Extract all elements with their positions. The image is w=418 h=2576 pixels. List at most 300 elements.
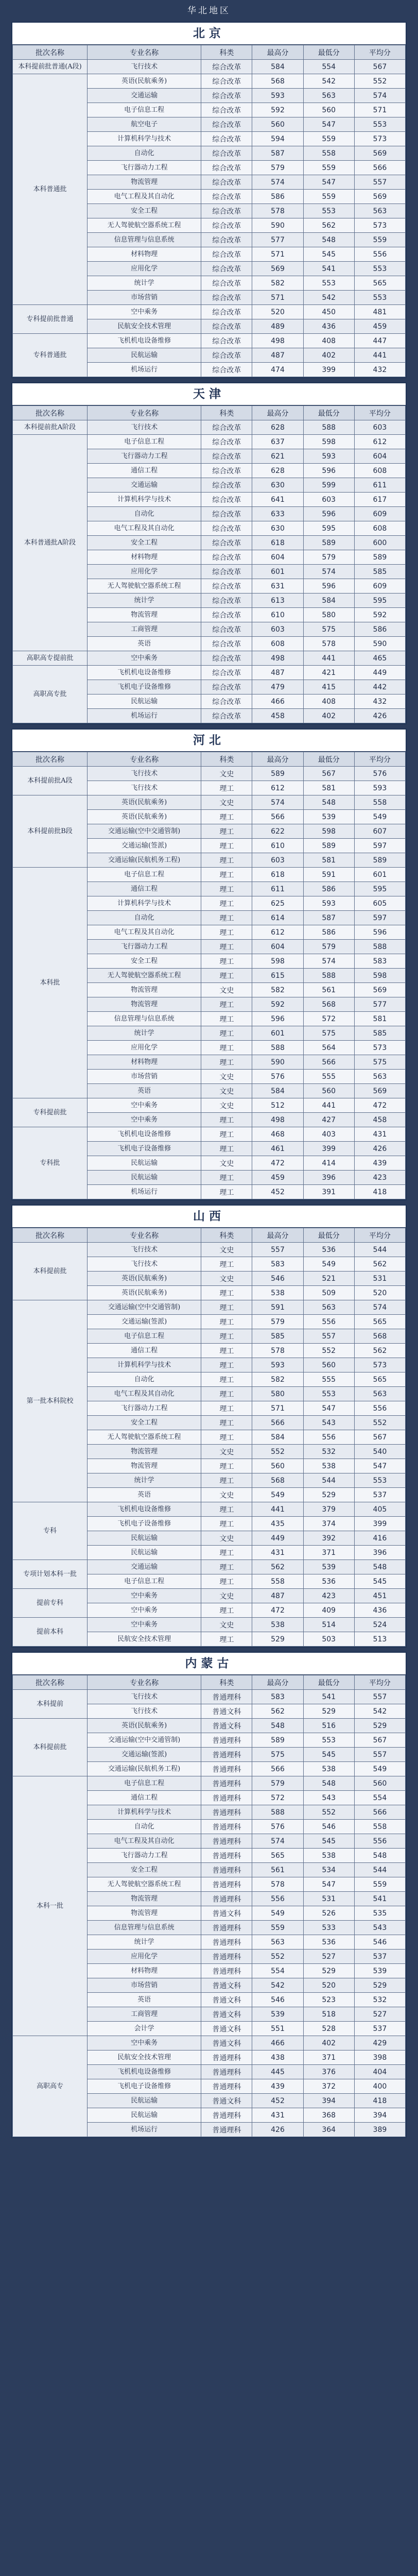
min-score-cell: 533 bbox=[303, 1921, 354, 1935]
avg-score-cell: 565 bbox=[354, 1315, 405, 1329]
min-score-cell: 371 bbox=[303, 2050, 354, 2065]
avg-score-cell: 567 bbox=[354, 60, 405, 74]
avg-score-cell: 432 bbox=[354, 694, 405, 709]
table-row bbox=[13, 1589, 406, 1603]
max-score-cell: 474 bbox=[252, 363, 303, 377]
major-cell: 英语(民航乘务) bbox=[87, 1286, 201, 1300]
avg-score-cell: 532 bbox=[354, 1993, 405, 2007]
avg-score-cell: 544 bbox=[354, 1243, 405, 1257]
batch-cell: 本科普通批A阶段 bbox=[13, 435, 88, 651]
column-header: 平均分 bbox=[354, 1228, 405, 1243]
min-score-cell: 408 bbox=[303, 694, 354, 709]
major-cell: 安全工程 bbox=[87, 954, 201, 969]
score-table bbox=[12, 752, 406, 1199]
subject-cell: 文史 bbox=[201, 1589, 252, 1603]
subject-cell: 理工 bbox=[201, 1387, 252, 1401]
major-cell: 民航运输 bbox=[87, 1531, 201, 1546]
avg-score-cell: 569 bbox=[354, 190, 405, 204]
max-score-cell: 572 bbox=[252, 1791, 303, 1805]
subject-cell: 综合改革 bbox=[201, 637, 252, 651]
major-cell: 英语 bbox=[87, 637, 201, 651]
major-cell: 飞机电子设备维修 bbox=[87, 1517, 201, 1531]
major-cell: 交通运输(签派) bbox=[87, 839, 201, 853]
max-score-cell: 576 bbox=[252, 1820, 303, 1834]
major-cell: 机场运行 bbox=[87, 363, 201, 377]
avg-score-cell: 603 bbox=[354, 420, 405, 435]
subject-cell: 理工 bbox=[201, 1315, 252, 1329]
min-score-cell: 559 bbox=[303, 132, 354, 146]
min-score-cell: 509 bbox=[303, 1286, 354, 1300]
major-cell: 电气工程及其自动化 bbox=[87, 1387, 201, 1401]
major-cell: 民航运输 bbox=[87, 694, 201, 709]
column-header: 最高分 bbox=[252, 406, 303, 420]
avg-score-cell: 553 bbox=[354, 262, 405, 276]
major-cell: 民航运输 bbox=[87, 2108, 201, 2123]
major-cell: 飞行技术 bbox=[87, 1257, 201, 1272]
major-cell: 英语(民航乘务) bbox=[87, 74, 201, 89]
avg-score-cell: 585 bbox=[354, 1026, 405, 1041]
avg-score-cell: 589 bbox=[354, 550, 405, 565]
major-cell: 民航安全技术管理 bbox=[87, 319, 201, 334]
subject-cell: 综合改革 bbox=[201, 420, 252, 435]
max-score-cell: 569 bbox=[252, 262, 303, 276]
avg-score-cell: 573 bbox=[354, 132, 405, 146]
table-row bbox=[13, 1098, 406, 1113]
subject-cell: 普通理科 bbox=[201, 1863, 252, 1877]
major-cell: 物流管理 bbox=[87, 997, 201, 1012]
subject-cell: 文史 bbox=[201, 1243, 252, 1257]
min-score-cell: 596 bbox=[303, 464, 354, 478]
avg-score-cell: 399 bbox=[354, 1517, 405, 1531]
table-header-row bbox=[13, 1675, 406, 1690]
avg-score-cell: 604 bbox=[354, 449, 405, 464]
max-score-cell: 498 bbox=[252, 1113, 303, 1127]
avg-score-cell: 608 bbox=[354, 521, 405, 536]
max-score-cell: 583 bbox=[252, 1257, 303, 1272]
subject-cell: 综合改革 bbox=[201, 132, 252, 146]
max-score-cell: 628 bbox=[252, 464, 303, 478]
max-score-cell: 561 bbox=[252, 1863, 303, 1877]
major-cell: 统计学 bbox=[87, 276, 201, 291]
column-header: 专业名称 bbox=[87, 752, 201, 767]
subject-cell: 综合改革 bbox=[201, 680, 252, 694]
subject-cell: 理工 bbox=[201, 1560, 252, 1574]
max-score-cell: 472 bbox=[252, 1156, 303, 1171]
max-score-cell: 590 bbox=[252, 1055, 303, 1070]
province-title: 天津 bbox=[12, 383, 406, 405]
major-cell: 飞机机电设备维修 bbox=[87, 1502, 201, 1517]
avg-score-cell: 405 bbox=[354, 1502, 405, 1517]
min-score-cell: 546 bbox=[303, 1820, 354, 1834]
major-cell: 飞机电子设备维修 bbox=[87, 2079, 201, 2094]
batch-cell: 本科提前批 bbox=[13, 1243, 88, 1300]
major-cell: 市场营销 bbox=[87, 1070, 201, 1084]
max-score-cell: 592 bbox=[252, 103, 303, 117]
max-score-cell: 610 bbox=[252, 839, 303, 853]
major-cell: 物流管理 bbox=[87, 1892, 201, 1906]
subject-cell: 普通理科 bbox=[201, 1892, 252, 1906]
min-score-cell: 421 bbox=[303, 666, 354, 680]
max-score-cell: 431 bbox=[252, 2108, 303, 2123]
column-header: 最低分 bbox=[303, 752, 354, 767]
column-header: 最低分 bbox=[303, 45, 354, 60]
column-header: 科类 bbox=[201, 752, 252, 767]
batch-cell: 本科普通批 bbox=[13, 74, 88, 305]
major-cell: 空中乘务 bbox=[87, 2036, 201, 2050]
avg-score-cell: 556 bbox=[354, 1834, 405, 1849]
avg-score-cell: 585 bbox=[354, 565, 405, 579]
table-row bbox=[13, 651, 406, 666]
major-cell: 安全工程 bbox=[87, 1416, 201, 1430]
subject-cell: 普通文科 bbox=[201, 1704, 252, 1719]
min-score-cell: 553 bbox=[303, 1733, 354, 1748]
subject-cell: 综合改革 bbox=[201, 666, 252, 680]
subject-cell: 理工 bbox=[201, 925, 252, 940]
max-score-cell: 554 bbox=[252, 1964, 303, 1978]
table-row bbox=[13, 2036, 406, 2050]
max-score-cell: 487 bbox=[252, 666, 303, 680]
min-score-cell: 547 bbox=[303, 1401, 354, 1416]
column-header: 平均分 bbox=[354, 1675, 405, 1690]
min-score-cell: 567 bbox=[303, 767, 354, 781]
max-score-cell: 608 bbox=[252, 637, 303, 651]
subject-cell: 普通理科 bbox=[201, 2050, 252, 2065]
min-score-cell: 563 bbox=[303, 1300, 354, 1315]
avg-score-cell: 600 bbox=[354, 536, 405, 550]
major-cell: 工商管理 bbox=[87, 2007, 201, 2022]
max-score-cell: 579 bbox=[252, 1315, 303, 1329]
subject-cell: 普通理科 bbox=[201, 1849, 252, 1863]
avg-score-cell: 609 bbox=[354, 579, 405, 594]
table-row bbox=[13, 1127, 406, 1142]
major-cell: 民航安全技术管理 bbox=[87, 1632, 201, 1647]
subject-cell: 综合改革 bbox=[201, 60, 252, 74]
avg-score-cell: 554 bbox=[354, 1791, 405, 1805]
avg-score-cell: 563 bbox=[354, 204, 405, 218]
max-score-cell: 438 bbox=[252, 2050, 303, 2065]
max-score-cell: 441 bbox=[252, 1502, 303, 1517]
max-score-cell: 566 bbox=[252, 1416, 303, 1430]
max-score-cell: 571 bbox=[252, 1401, 303, 1416]
table-row bbox=[13, 1560, 406, 1574]
subject-cell: 普通理科 bbox=[201, 1950, 252, 1964]
max-score-cell: 459 bbox=[252, 1171, 303, 1185]
subject-cell: 综合改革 bbox=[201, 464, 252, 478]
min-score-cell: 547 bbox=[303, 117, 354, 132]
subject-cell: 理工 bbox=[201, 1574, 252, 1589]
subject-cell: 理工 bbox=[201, 1459, 252, 1473]
table-row bbox=[13, 1719, 406, 1733]
avg-score-cell: 552 bbox=[354, 74, 405, 89]
avg-score-cell: 611 bbox=[354, 478, 405, 493]
major-cell: 通信工程 bbox=[87, 1344, 201, 1358]
major-cell: 交通运输(空中交通管制) bbox=[87, 824, 201, 839]
min-score-cell: 520 bbox=[303, 1978, 354, 1993]
major-cell: 应用化学 bbox=[87, 1950, 201, 1964]
subject-cell: 理工 bbox=[201, 1055, 252, 1070]
subject-cell: 理工 bbox=[201, 853, 252, 868]
min-score-cell: 556 bbox=[303, 1430, 354, 1445]
min-score-cell: 580 bbox=[303, 608, 354, 622]
max-score-cell: 479 bbox=[252, 680, 303, 694]
batch-cell: 专科批 bbox=[13, 1127, 88, 1199]
max-score-cell: 596 bbox=[252, 1012, 303, 1026]
subject-cell: 理工 bbox=[201, 997, 252, 1012]
subject-cell: 综合改革 bbox=[201, 305, 252, 319]
avg-score-cell: 573 bbox=[354, 1358, 405, 1372]
major-cell: 电子信息工程 bbox=[87, 103, 201, 117]
subject-cell: 综合改革 bbox=[201, 521, 252, 536]
major-cell: 通信工程 bbox=[87, 464, 201, 478]
max-score-cell: 558 bbox=[252, 1574, 303, 1589]
subject-cell: 文史 bbox=[201, 1618, 252, 1632]
subject-cell: 普通文科 bbox=[201, 1719, 252, 1733]
batch-cell: 专科提前批 bbox=[13, 1098, 88, 1127]
min-score-cell: 536 bbox=[303, 1935, 354, 1950]
max-score-cell: 579 bbox=[252, 161, 303, 175]
column-header: 专业名称 bbox=[87, 45, 201, 60]
major-cell: 物流管理 bbox=[87, 1459, 201, 1473]
subject-cell: 普通理科 bbox=[201, 1791, 252, 1805]
max-score-cell: 641 bbox=[252, 493, 303, 507]
major-cell: 材料物理 bbox=[87, 1964, 201, 1978]
avg-score-cell: 544 bbox=[354, 1863, 405, 1877]
avg-score-cell: 609 bbox=[354, 507, 405, 521]
min-score-cell: 581 bbox=[303, 853, 354, 868]
subject-cell: 综合改革 bbox=[201, 218, 252, 233]
max-score-cell: 601 bbox=[252, 565, 303, 579]
subject-cell: 综合改革 bbox=[201, 536, 252, 550]
major-cell: 机场运行 bbox=[87, 709, 201, 723]
max-score-cell: 556 bbox=[252, 1892, 303, 1906]
subject-cell: 普通理科 bbox=[201, 2065, 252, 2079]
subject-cell: 综合改革 bbox=[201, 608, 252, 622]
subject-cell: 理工 bbox=[201, 969, 252, 983]
major-cell: 交通运输(空中交通管制) bbox=[87, 1733, 201, 1748]
avg-score-cell: 418 bbox=[354, 1185, 405, 1199]
avg-score-cell: 575 bbox=[354, 1055, 405, 1070]
avg-score-cell: 449 bbox=[354, 666, 405, 680]
avg-score-cell: 577 bbox=[354, 997, 405, 1012]
avg-score-cell: 563 bbox=[354, 1070, 405, 1084]
min-score-cell: 528 bbox=[303, 2022, 354, 2036]
min-score-cell: 555 bbox=[303, 1372, 354, 1387]
major-cell: 物流管理 bbox=[87, 1445, 201, 1459]
min-score-cell: 595 bbox=[303, 521, 354, 536]
subject-cell: 综合改革 bbox=[201, 651, 252, 666]
min-score-cell: 529 bbox=[303, 1488, 354, 1502]
table-row bbox=[13, 1502, 406, 1517]
major-cell: 飞行技术 bbox=[87, 420, 201, 435]
major-cell: 空中乘务 bbox=[87, 1589, 201, 1603]
major-cell: 电气工程及其自动化 bbox=[87, 1834, 201, 1849]
subject-cell: 理工 bbox=[201, 1300, 252, 1315]
major-cell: 无人驾驶航空器系统工程 bbox=[87, 579, 201, 594]
min-score-cell: 539 bbox=[303, 810, 354, 824]
avg-score-cell: 588 bbox=[354, 940, 405, 954]
subject-cell: 文史 bbox=[201, 1272, 252, 1286]
subject-cell: 综合改革 bbox=[201, 579, 252, 594]
batch-cell: 本科提前批A阶段 bbox=[13, 420, 88, 435]
avg-score-cell: 574 bbox=[354, 89, 405, 103]
min-score-cell: 379 bbox=[303, 1502, 354, 1517]
subject-cell: 理工 bbox=[201, 1171, 252, 1185]
major-cell: 民航运输 bbox=[87, 1156, 201, 1171]
max-score-cell: 618 bbox=[252, 868, 303, 882]
max-score-cell: 582 bbox=[252, 983, 303, 997]
subject-cell: 普通文科 bbox=[201, 2036, 252, 2050]
major-cell: 物流管理 bbox=[87, 983, 201, 997]
major-cell: 自动化 bbox=[87, 911, 201, 925]
max-score-cell: 588 bbox=[252, 1805, 303, 1820]
major-cell: 工商管理 bbox=[87, 622, 201, 637]
major-cell: 通信工程 bbox=[87, 882, 201, 896]
max-score-cell: 604 bbox=[252, 940, 303, 954]
avg-score-cell: 567 bbox=[354, 1733, 405, 1748]
major-cell: 材料物理 bbox=[87, 247, 201, 262]
table-row bbox=[13, 868, 406, 882]
avg-score-cell: 441 bbox=[354, 348, 405, 363]
avg-score-cell: 571 bbox=[354, 103, 405, 117]
subject-cell: 文史 bbox=[201, 1070, 252, 1084]
subject-cell: 文史 bbox=[201, 1531, 252, 1546]
min-score-cell: 587 bbox=[303, 911, 354, 925]
column-header: 专业名称 bbox=[87, 1228, 201, 1243]
subject-cell: 理工 bbox=[201, 1142, 252, 1156]
avg-score-cell: 573 bbox=[354, 1041, 405, 1055]
avg-score-cell: 549 bbox=[354, 810, 405, 824]
subject-cell: 理工 bbox=[201, 1430, 252, 1445]
max-score-cell: 562 bbox=[252, 1560, 303, 1574]
min-score-cell: 563 bbox=[303, 89, 354, 103]
subject-cell: 理工 bbox=[201, 1012, 252, 1026]
batch-cell: 本科批 bbox=[13, 868, 88, 1098]
batch-cell: 第一批本科院校 bbox=[13, 1300, 88, 1502]
min-score-cell: 562 bbox=[303, 218, 354, 233]
subject-cell: 综合改革 bbox=[201, 449, 252, 464]
max-score-cell: 529 bbox=[252, 1632, 303, 1647]
min-score-cell: 521 bbox=[303, 1272, 354, 1286]
min-score-cell: 526 bbox=[303, 1906, 354, 1921]
avg-score-cell: 553 bbox=[354, 117, 405, 132]
province-neimenggu bbox=[11, 1652, 407, 2138]
avg-score-cell: 569 bbox=[354, 983, 405, 997]
avg-score-cell: 426 bbox=[354, 1142, 405, 1156]
table-row bbox=[13, 767, 406, 781]
min-score-cell: 402 bbox=[303, 709, 354, 723]
min-score-cell: 579 bbox=[303, 550, 354, 565]
avg-score-cell: 451 bbox=[354, 1589, 405, 1603]
province-tianjin bbox=[11, 382, 407, 724]
major-cell: 电子信息工程 bbox=[87, 435, 201, 449]
major-cell: 自动化 bbox=[87, 1820, 201, 1834]
max-score-cell: 637 bbox=[252, 435, 303, 449]
min-score-cell: 548 bbox=[303, 1776, 354, 1791]
column-header: 批次名称 bbox=[13, 406, 88, 420]
major-cell: 计算机科学与技术 bbox=[87, 896, 201, 911]
max-score-cell: 571 bbox=[252, 291, 303, 305]
subject-cell: 理工 bbox=[201, 1329, 252, 1344]
subject-cell: 综合改革 bbox=[201, 175, 252, 190]
min-score-cell: 547 bbox=[303, 1877, 354, 1892]
major-cell: 市场营销 bbox=[87, 291, 201, 305]
column-header: 最高分 bbox=[252, 1675, 303, 1690]
subject-cell: 理工 bbox=[201, 1401, 252, 1416]
max-score-cell: 563 bbox=[252, 1935, 303, 1950]
subject-cell: 综合改革 bbox=[201, 319, 252, 334]
subject-cell: 理工 bbox=[201, 868, 252, 882]
subject-cell: 综合改革 bbox=[201, 493, 252, 507]
column-header: 科类 bbox=[201, 45, 252, 60]
subject-cell: 普通理科 bbox=[201, 1762, 252, 1776]
subject-cell: 普通理科 bbox=[201, 1733, 252, 1748]
batch-cell: 本科提前批普通(A段) bbox=[13, 60, 88, 74]
column-header: 科类 bbox=[201, 406, 252, 420]
avg-score-cell: 583 bbox=[354, 954, 405, 969]
min-score-cell: 542 bbox=[303, 291, 354, 305]
column-header: 最高分 bbox=[252, 1228, 303, 1243]
min-score-cell: 574 bbox=[303, 954, 354, 969]
major-cell: 电子信息工程 bbox=[87, 1329, 201, 1344]
min-score-cell: 596 bbox=[303, 579, 354, 594]
avg-score-cell: 562 bbox=[354, 1257, 405, 1272]
subject-cell: 综合改革 bbox=[201, 550, 252, 565]
column-header: 批次名称 bbox=[13, 1675, 88, 1690]
major-cell: 飞行技术 bbox=[87, 1243, 201, 1257]
avg-score-cell: 539 bbox=[354, 1964, 405, 1978]
max-score-cell: 452 bbox=[252, 2094, 303, 2108]
major-cell: 空中乘务 bbox=[87, 1113, 201, 1127]
avg-score-cell: 540 bbox=[354, 1445, 405, 1459]
max-score-cell: 604 bbox=[252, 550, 303, 565]
major-cell: 民航运输 bbox=[87, 1171, 201, 1185]
min-score-cell: 598 bbox=[303, 435, 354, 449]
avg-score-cell: 559 bbox=[354, 1877, 405, 1892]
min-score-cell: 553 bbox=[303, 1387, 354, 1401]
major-cell: 电气工程及其自动化 bbox=[87, 190, 201, 204]
max-score-cell: 603 bbox=[252, 853, 303, 868]
avg-score-cell: 556 bbox=[354, 1401, 405, 1416]
major-cell: 计算机科学与技术 bbox=[87, 1805, 201, 1820]
min-score-cell: 415 bbox=[303, 680, 354, 694]
max-score-cell: 562 bbox=[252, 1704, 303, 1719]
max-score-cell: 578 bbox=[252, 204, 303, 218]
subject-cell: 普通文科 bbox=[201, 1906, 252, 1921]
avg-score-cell: 458 bbox=[354, 1113, 405, 1127]
major-cell: 英语(民航乘务) bbox=[87, 1272, 201, 1286]
min-score-cell: 596 bbox=[303, 507, 354, 521]
subject-cell: 普通理科 bbox=[201, 1877, 252, 1892]
subject-cell: 理工 bbox=[201, 1286, 252, 1300]
table-row bbox=[13, 1243, 406, 1257]
major-cell: 无人驾驶航空器系统工程 bbox=[87, 1430, 201, 1445]
avg-score-cell: 529 bbox=[354, 1719, 405, 1733]
major-cell: 飞行技术 bbox=[87, 60, 201, 74]
major-cell: 信息管理与信息系统 bbox=[87, 1012, 201, 1026]
min-score-cell: 588 bbox=[303, 420, 354, 435]
min-score-cell: 575 bbox=[303, 1026, 354, 1041]
table-row bbox=[13, 1776, 406, 1791]
major-cell: 物流管理 bbox=[87, 608, 201, 622]
avg-score-cell: 396 bbox=[354, 1546, 405, 1560]
batch-cell: 高职高专 bbox=[13, 2036, 88, 2137]
subject-cell: 综合改革 bbox=[201, 146, 252, 161]
table-header-row bbox=[13, 1228, 406, 1243]
max-score-cell: 458 bbox=[252, 709, 303, 723]
page-title: 华北地区 bbox=[187, 6, 231, 16]
major-cell: 交通运输 bbox=[87, 1560, 201, 1574]
major-cell: 物流管理 bbox=[87, 175, 201, 190]
